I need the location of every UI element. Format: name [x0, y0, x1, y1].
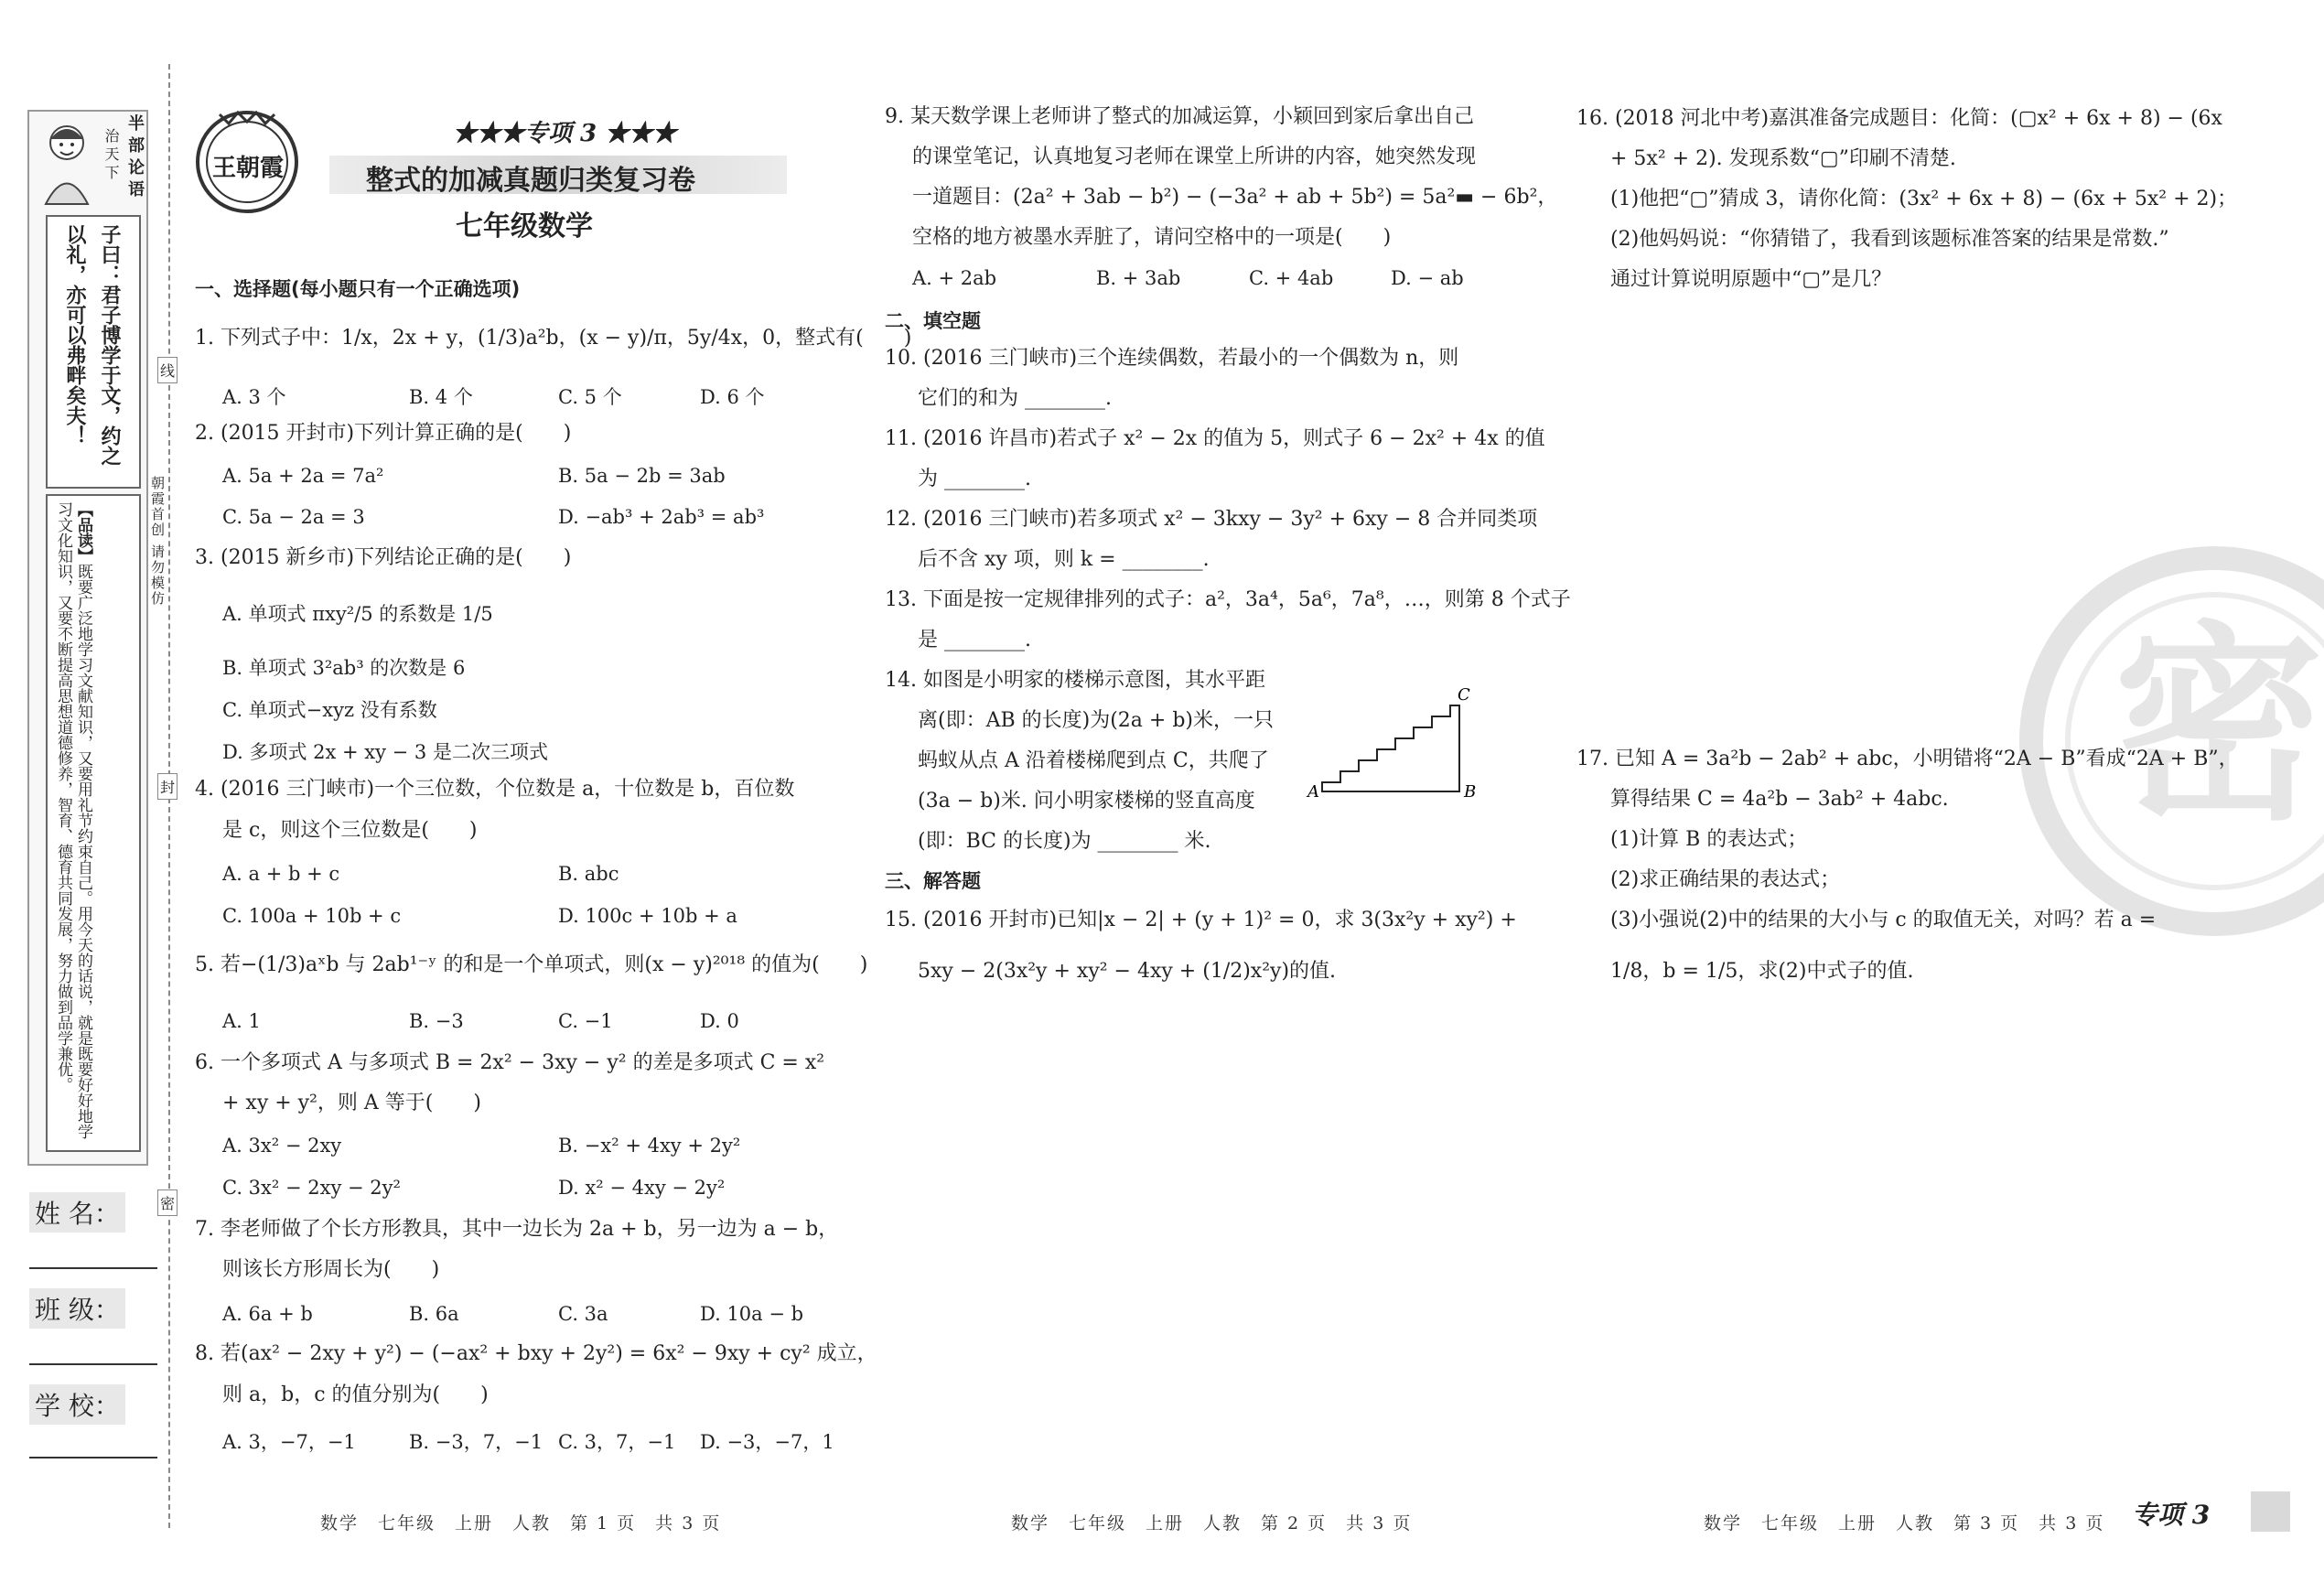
q14-line-1: 14. 如图是小明家的楼梯示意图，其水平距: [885, 669, 1265, 692]
q9-line-4: 空格的地方被墨水弄脏了，请问空格中的一项是( ): [912, 226, 1392, 249]
q8-opt-b[interactable]: B. −3，7，−1: [409, 1431, 543, 1453]
q12-line-2: 后不含 xy 项，则 k = ________.: [918, 548, 1210, 571]
class-label: 班 级：: [29, 1288, 125, 1329]
q2-opt-c[interactable]: C. 5a − 2a = 3: [222, 506, 365, 528]
q17-line-2: 算得结果 C = 4a²b − 3ab² + 4abc.: [1610, 788, 1949, 811]
q17-line-6: 1/8，b = 1/5，求(2)中式子的值.: [1610, 960, 1914, 983]
reading-title: 【品读】: [74, 501, 92, 564]
section-choice: 一、选择题(每小题只有一个正确选项): [195, 278, 521, 300]
q3-opt-b[interactable]: B. 单项式 3²ab³ 的次数是 6: [222, 657, 466, 679]
section-answer: 三、解答题: [885, 870, 981, 892]
q1-opt-d[interactable]: D. 6 个: [700, 386, 765, 408]
q4-opt-d[interactable]: D. 100c + 10b + a: [558, 905, 737, 927]
q13-line-1: 13. 下面是按一定规律排列的式子：a²，3a⁴，5a⁶，7a⁸，…，则第 8 个式子: [885, 588, 1571, 611]
school-label: 学 校：: [29, 1384, 125, 1425]
q9-line-2: 的课堂笔记，认真地复习老师在课堂上所讲的内容，她突然发现: [912, 145, 1477, 168]
q9-opt-b[interactable]: B. + 3ab: [1096, 267, 1181, 289]
q5-opt-d[interactable]: D. 0: [700, 1010, 739, 1032]
q4-stem-2: 是 c，则这个三位数是( ): [222, 819, 478, 842]
q16-line-3: (1)他把“▢”猜成 3，请你化简：(3x² + 6x + 8) − (6x + 5x² + 2)；: [1610, 188, 2238, 210]
q15-line-1: 15. (2016 开封市)已知|x − 2| + (y + 1)² = 0，求 3(3x²y + xy²) +: [885, 909, 1517, 931]
q11-line-2: 为 ________.: [918, 468, 1031, 490]
seal-character: 密: [2114, 605, 2324, 849]
q9-line-3: 一道题目：(2a² + 3ab − b²) − (−3a² + ab + 5b²) = 5a²▬ − 6b²，: [912, 186, 1558, 209]
q16-line-1: 16. (2018 河北中考)嘉淇准备完成题目：化简：(▢x² + 6x + 8) − (6x: [1576, 107, 2222, 130]
page3-footer: 数学 七年级 上册 人教 第 3 页 共 3 页: [1704, 1513, 2105, 1534]
q7-stem-2: 则该长方形周长为( ): [222, 1258, 440, 1281]
q14-line-3: 蚂蚁从点 A 沿着楼梯爬到点 C，共爬了: [918, 749, 1269, 772]
q5-opt-b[interactable]: B. −3: [409, 1010, 464, 1032]
q17-line-4: (2)求正确结果的表达式；: [1610, 868, 1841, 891]
label-a: A: [1307, 782, 1319, 802]
corner-tag: 专项 3: [2132, 1500, 2211, 1530]
q6-opt-a[interactable]: A. 3x² − 2xy: [222, 1135, 342, 1157]
q5-opt-c[interactable]: C. −1: [558, 1010, 613, 1032]
q8-stem: 8. 若(ax² − 2xy + y²) − (−ax² + bxy + 2y²) = 6x² − 9xy + cy² 成立，: [195, 1342, 877, 1365]
q9-line-1: 9. 某天数学课上老师讲了整式的加减运算，小颖回到家后拿出自己: [885, 105, 1474, 128]
q2-opt-b[interactable]: B. 5a − 2b = 3ab: [558, 465, 726, 487]
q16-line-2: + 5x² + 2). 发现系数“▢”印刷不清楚.: [1610, 147, 1956, 170]
staircase-figure: [1304, 663, 1487, 801]
side-mark-mi: 密: [157, 1189, 178, 1216]
page2-footer: 数学 七年级 上册 人教 第 2 页 共 3 页: [1011, 1513, 1413, 1534]
q3-opt-d[interactable]: D. 多项式 2x + xy − 3 是二次三项式: [222, 741, 548, 763]
chaoxia-note: 朝霞首创 请勿模仿: [149, 476, 166, 607]
confucius-quote: 子曰：君子博学于文，约之以礼，亦可以弗畔矣夫！: [63, 224, 121, 466]
q7-opt-b[interactable]: B. 6a: [409, 1303, 459, 1325]
q10-line-1: 10. (2016 三门峡市)三个连续偶数，若最小的一个偶数为 n，则: [885, 347, 1459, 370]
q6-opt-d[interactable]: D. x² − 4xy − 2y²: [558, 1177, 726, 1199]
zhi-tianxia: 治天下: [102, 128, 120, 183]
q1-stem: 1. 下列式子中：1/x，2x + y，(1/3)a²b，(x − y)/π，5y/4x，0，整式有( ): [195, 327, 912, 350]
q16-line-5: 通过计算说明原题中“▢”是几？: [1610, 268, 1892, 291]
name-label: 姓 名：: [29, 1192, 125, 1232]
corner-tag-bar: [2251, 1491, 2290, 1532]
q6-stem: 6. 一个多项式 A 与多项式 B = 2x² − 3xy − y² 的差是多项式 C = x²: [195, 1051, 825, 1074]
q17-line-1: 17. 已知 A = 3a²b − 2ab² + abc，小明错将“2A − B”看成“2A + B”，: [1576, 748, 2239, 770]
q17-line-5: (3)小强说(2)中的结果的大小与 c 的取值无关，对吗？若 a =: [1610, 909, 2157, 931]
q16-line-4: (2)他妈妈说：“你猜错了，我看到该题标准答案的结果是常数.”: [1610, 228, 2169, 251]
q8-opt-d[interactable]: D. −3，−7，1: [700, 1431, 834, 1453]
q2-opt-a[interactable]: A. 5a + 2a = 7a²: [222, 465, 384, 487]
q5-opt-a[interactable]: A. 1: [222, 1010, 261, 1032]
q14-line-2: 离(即：AB 的长度)为(2a + b)米，一只: [918, 709, 1274, 732]
q6-opt-c[interactable]: C. 3x² − 2xy − 2y²: [222, 1177, 401, 1199]
q3-opt-c[interactable]: C. 单项式−xyz 没有系数: [222, 699, 437, 721]
section-fill: 二、填空题: [885, 310, 981, 332]
q2-opt-d[interactable]: D. −ab³ + 2ab³ = ab³: [558, 506, 765, 528]
class-field[interactable]: [29, 1363, 157, 1365]
q4-stem: 4. (2016 三门峡市)一个三位数，个位数是 a，十位数是 b，百位数: [195, 778, 795, 801]
q1-opt-c[interactable]: C. 5 个: [558, 386, 622, 408]
q6-stem-2: + xy + y²，则 A 等于( ): [222, 1092, 481, 1114]
reading-text: [53, 501, 93, 1142]
q10-line-2: 它们的和为 ________.: [918, 387, 1112, 410]
q4-opt-b[interactable]: B. abc: [558, 863, 619, 885]
q17-line-3: (1)计算 B 的表达式；: [1610, 828, 1808, 851]
q14-line-4: (3a − b)米. 问小明家楼梯的竖直高度: [918, 790, 1255, 813]
label-c: C: [1458, 685, 1470, 705]
page1-footer: 数学 七年级 上册 人教 第 1 页 共 3 页: [320, 1513, 722, 1534]
q8-stem-2: 则 a，b，c 的值分别为( ): [222, 1383, 489, 1406]
q1-opt-b[interactable]: B. 4 个: [409, 386, 473, 408]
q3-stem: 3. (2015 新乡市)下列结论正确的是( ): [195, 546, 572, 569]
name-field[interactable]: [29, 1267, 157, 1269]
q3-opt-a[interactable]: A. 单项式 πxy²/5 的系数是 1/5: [222, 603, 493, 625]
q11-line-1: 11. (2016 许昌市)若式子 x² − 2x 的值为 5，则式子 6 − 2x² + 4x 的值: [885, 427, 1545, 450]
reading-body: 既要广泛地学习文献知识，又要用礼节约束自己。用今天的话说，就是既要好好地学习文化知识，又要不断提高思想道德修养，智育、德育共同发展，努力做到品学兼优。: [54, 501, 92, 1139]
side-mark-feng: 封: [157, 773, 178, 800]
q8-opt-a[interactable]: A. 3，−7，−1: [222, 1431, 356, 1453]
label-b: B: [1464, 782, 1477, 802]
page-subtitle: 七年级数学: [456, 210, 593, 242]
q7-opt-d[interactable]: D. 10a − b: [700, 1303, 804, 1325]
q9-opt-a[interactable]: A. + 2ab: [912, 267, 997, 289]
topic-badge: ★★★专项 3 ★★★: [453, 120, 677, 147]
q9-opt-d[interactable]: D. − ab: [1391, 267, 1464, 289]
q14-line-5: (即：BC 的长度)为 ________ 米.: [918, 830, 1211, 853]
brand-logo-text: 王朝霞: [212, 155, 285, 182]
q7-stem: 7. 李老师做了个长方形教具，其中一边长为 2a + b，另一边为 a − b，: [195, 1218, 839, 1241]
q6-opt-b[interactable]: B. −x² + 4xy + 2y²: [558, 1135, 741, 1157]
q9-opt-c[interactable]: C. + 4ab: [1249, 267, 1334, 289]
page-title: 整式的加减真题归类复习卷: [366, 165, 695, 197]
school-field[interactable]: [29, 1457, 157, 1458]
q5-stem: 5. 若−(1/3)aˣb 与 2ab¹⁻ʸ 的和是一个单项式，则(x − y)²⁰¹⁸ 的值为( ): [195, 953, 868, 976]
q12-line-1: 12. (2016 三门峡市)若多项式 x² − 3kxy − 3y² + 6xy − 8 合并同类项: [885, 508, 1538, 531]
q7-opt-a[interactable]: A. 6a + b: [222, 1303, 313, 1325]
q1-opt-a[interactable]: A. 3 个: [222, 386, 286, 408]
side-mark-xian: 线: [157, 357, 178, 383]
confucius-avatar: [35, 117, 99, 209]
q8-opt-c[interactable]: C. 3，7，−1: [558, 1431, 676, 1453]
q7-opt-c[interactable]: C. 3a: [558, 1303, 608, 1325]
q4-opt-a[interactable]: A. a + b + c: [222, 863, 340, 885]
q2-stem: 2. (2015 开封市)下列计算正确的是( ): [195, 422, 572, 445]
half-lunyu: 半部论语: [125, 114, 145, 202]
q15-line-2: 5xy − 2(3x²y + xy² − 4xy + (1/2)x²y)的值.: [918, 960, 1337, 983]
q4-opt-c[interactable]: C. 100a + 10b + c: [222, 905, 402, 927]
q13-line-2: 是 ________.: [918, 629, 1031, 651]
